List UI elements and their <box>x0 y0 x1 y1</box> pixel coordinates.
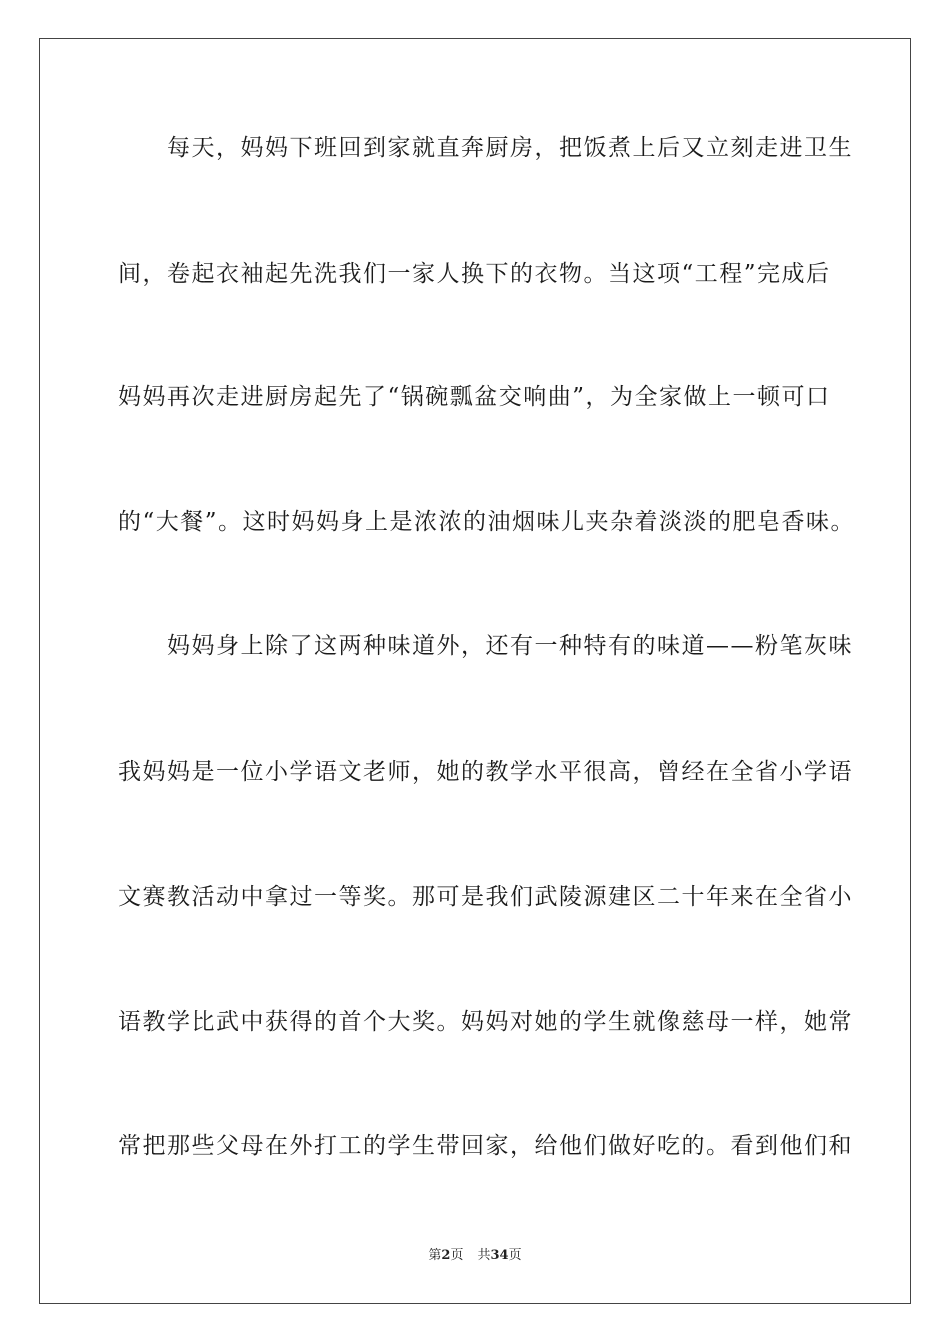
page-border <box>39 38 911 1304</box>
text-line: 的“大餐”。这时妈妈身上是浓浓的油烟味儿夹杂着淡淡的肥皂香味。 <box>118 509 856 535</box>
text-line: 间，卷起衣袖起先洗我们一家人换下的衣物。当这项“工程”完成后 <box>118 261 831 287</box>
page-suffix: 页 <box>450 1248 464 1263</box>
total-prefix: 共 <box>477 1248 491 1263</box>
total-suffix: 页 <box>508 1248 522 1263</box>
total-pages: 34 <box>490 1248 509 1263</box>
text-line: 常把那些父母在外打工的学生带回家，给他们做好吃的。看到他们和 <box>118 1133 853 1159</box>
text-line: 妈妈再次走进厨房起先了“锅碗瓢盆交响曲”，为全家做上一顿可口 <box>118 384 831 410</box>
text-line: 妈妈身上除了这两种味道外，还有一种特有的味道——粉笔灰味 <box>118 633 853 659</box>
text-line: 我妈妈是一位小学语文老师，她的教学水平很高，曾经在全省小学语 <box>118 759 853 785</box>
text-line: 每天，妈妈下班回到家就直奔厨房，把饭煮上后又立刻走进卫生 <box>118 135 853 161</box>
text-line: 语教学比武中获得的首个大奖。妈妈对她的学生就像慈母一样，她常 <box>118 1009 853 1035</box>
page-prefix: 第 <box>428 1248 442 1263</box>
page-footer <box>0 1248 950 1264</box>
text-line: 文赛教活动中拿过一等奖。那可是我们武陵源建区二十年来在全省小 <box>118 884 853 910</box>
page-number: 2 <box>441 1248 451 1263</box>
